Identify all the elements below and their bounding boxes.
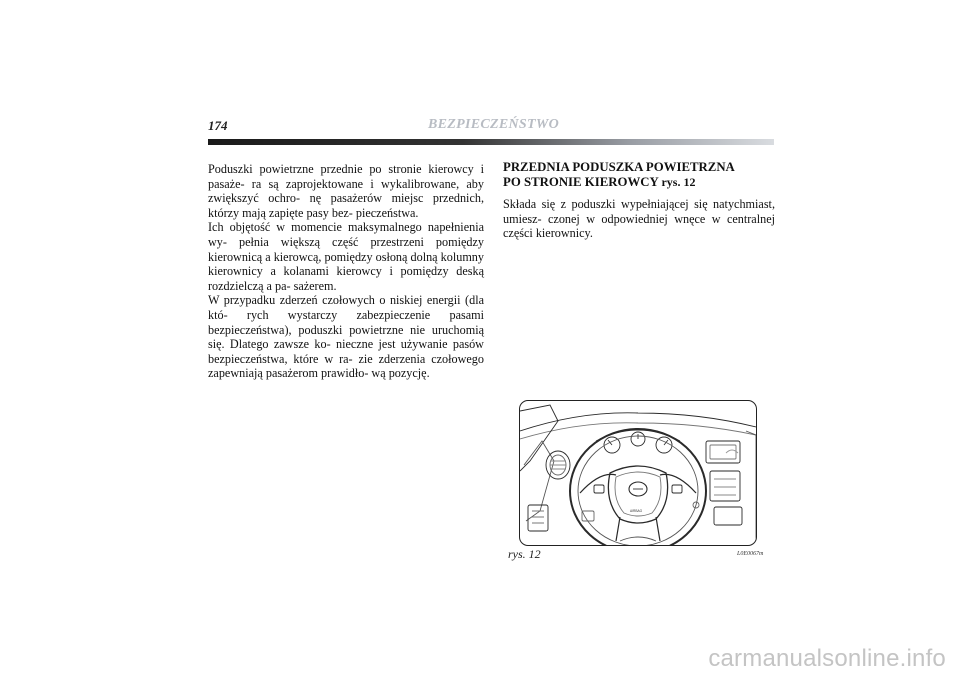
airbag-label: AIRBAG [630,509,643,513]
figure-steering-wheel [519,400,757,546]
heading-figure-ref: rys. 12 [661,175,696,189]
heading-line-2: PO STRONIE KIEROWCY [503,175,659,189]
watermark: carmanualsonline.info [708,645,946,672]
right-column [503,160,775,241]
page-number: 174 [208,118,228,133]
steering-wheel-illustration [520,401,756,545]
paragraph-3: W przypadku zderzeń czołowych o niskiej energii (dla któ- rych wystarczy zabezpieczenie pasami bezpieczeństwa), poduszki powietrzne nie uruchomią się. Dlatego zawsze ko- nieczne jest używanie pasów bezpieczeństwa, które w ra- zie zderzenia czołowego zapewniają pasażerom prawidło- wą pozycję. [208,293,484,381]
left-column [208,162,484,381]
header-rule [208,139,774,145]
section-heading [503,160,775,190]
paragraph-2: Ich objętość w momencie maksymalnego napełnienia wy- pełnia większą część przestrzeni pomiędzy kierownicą a kierowcą, pomiędzy osłoną dolną kolumny kierownicy a kolanami kierowcy i pomiędzy deską rozdzielczą a pa- sażerem. [208,220,484,293]
heading-line-1: PRZEDNIA PODUSZKA POWIETRZNA [503,160,735,174]
section-body: Składa się z poduszki wypełniającej się natychmiast, umiesz- czonej w odpowiedniej wnęce w centralnej części kierownicy. [503,197,775,241]
figure-caption: rys. 12 [508,547,541,561]
paragraph-1: Poduszki powietrzne przednie po stronie kierowcy i pasaże- ra są zaprojektowane i wykalibrowane, aby zwiększyć ochro- nę pasażerów miejsc przednich, którzy mają zapięte pasy bez- pieczeństwa. [208,162,484,220]
section-title: BEZPIECZEŃSTWO [428,117,559,132]
figure-code: L0E0067m [737,551,764,557]
